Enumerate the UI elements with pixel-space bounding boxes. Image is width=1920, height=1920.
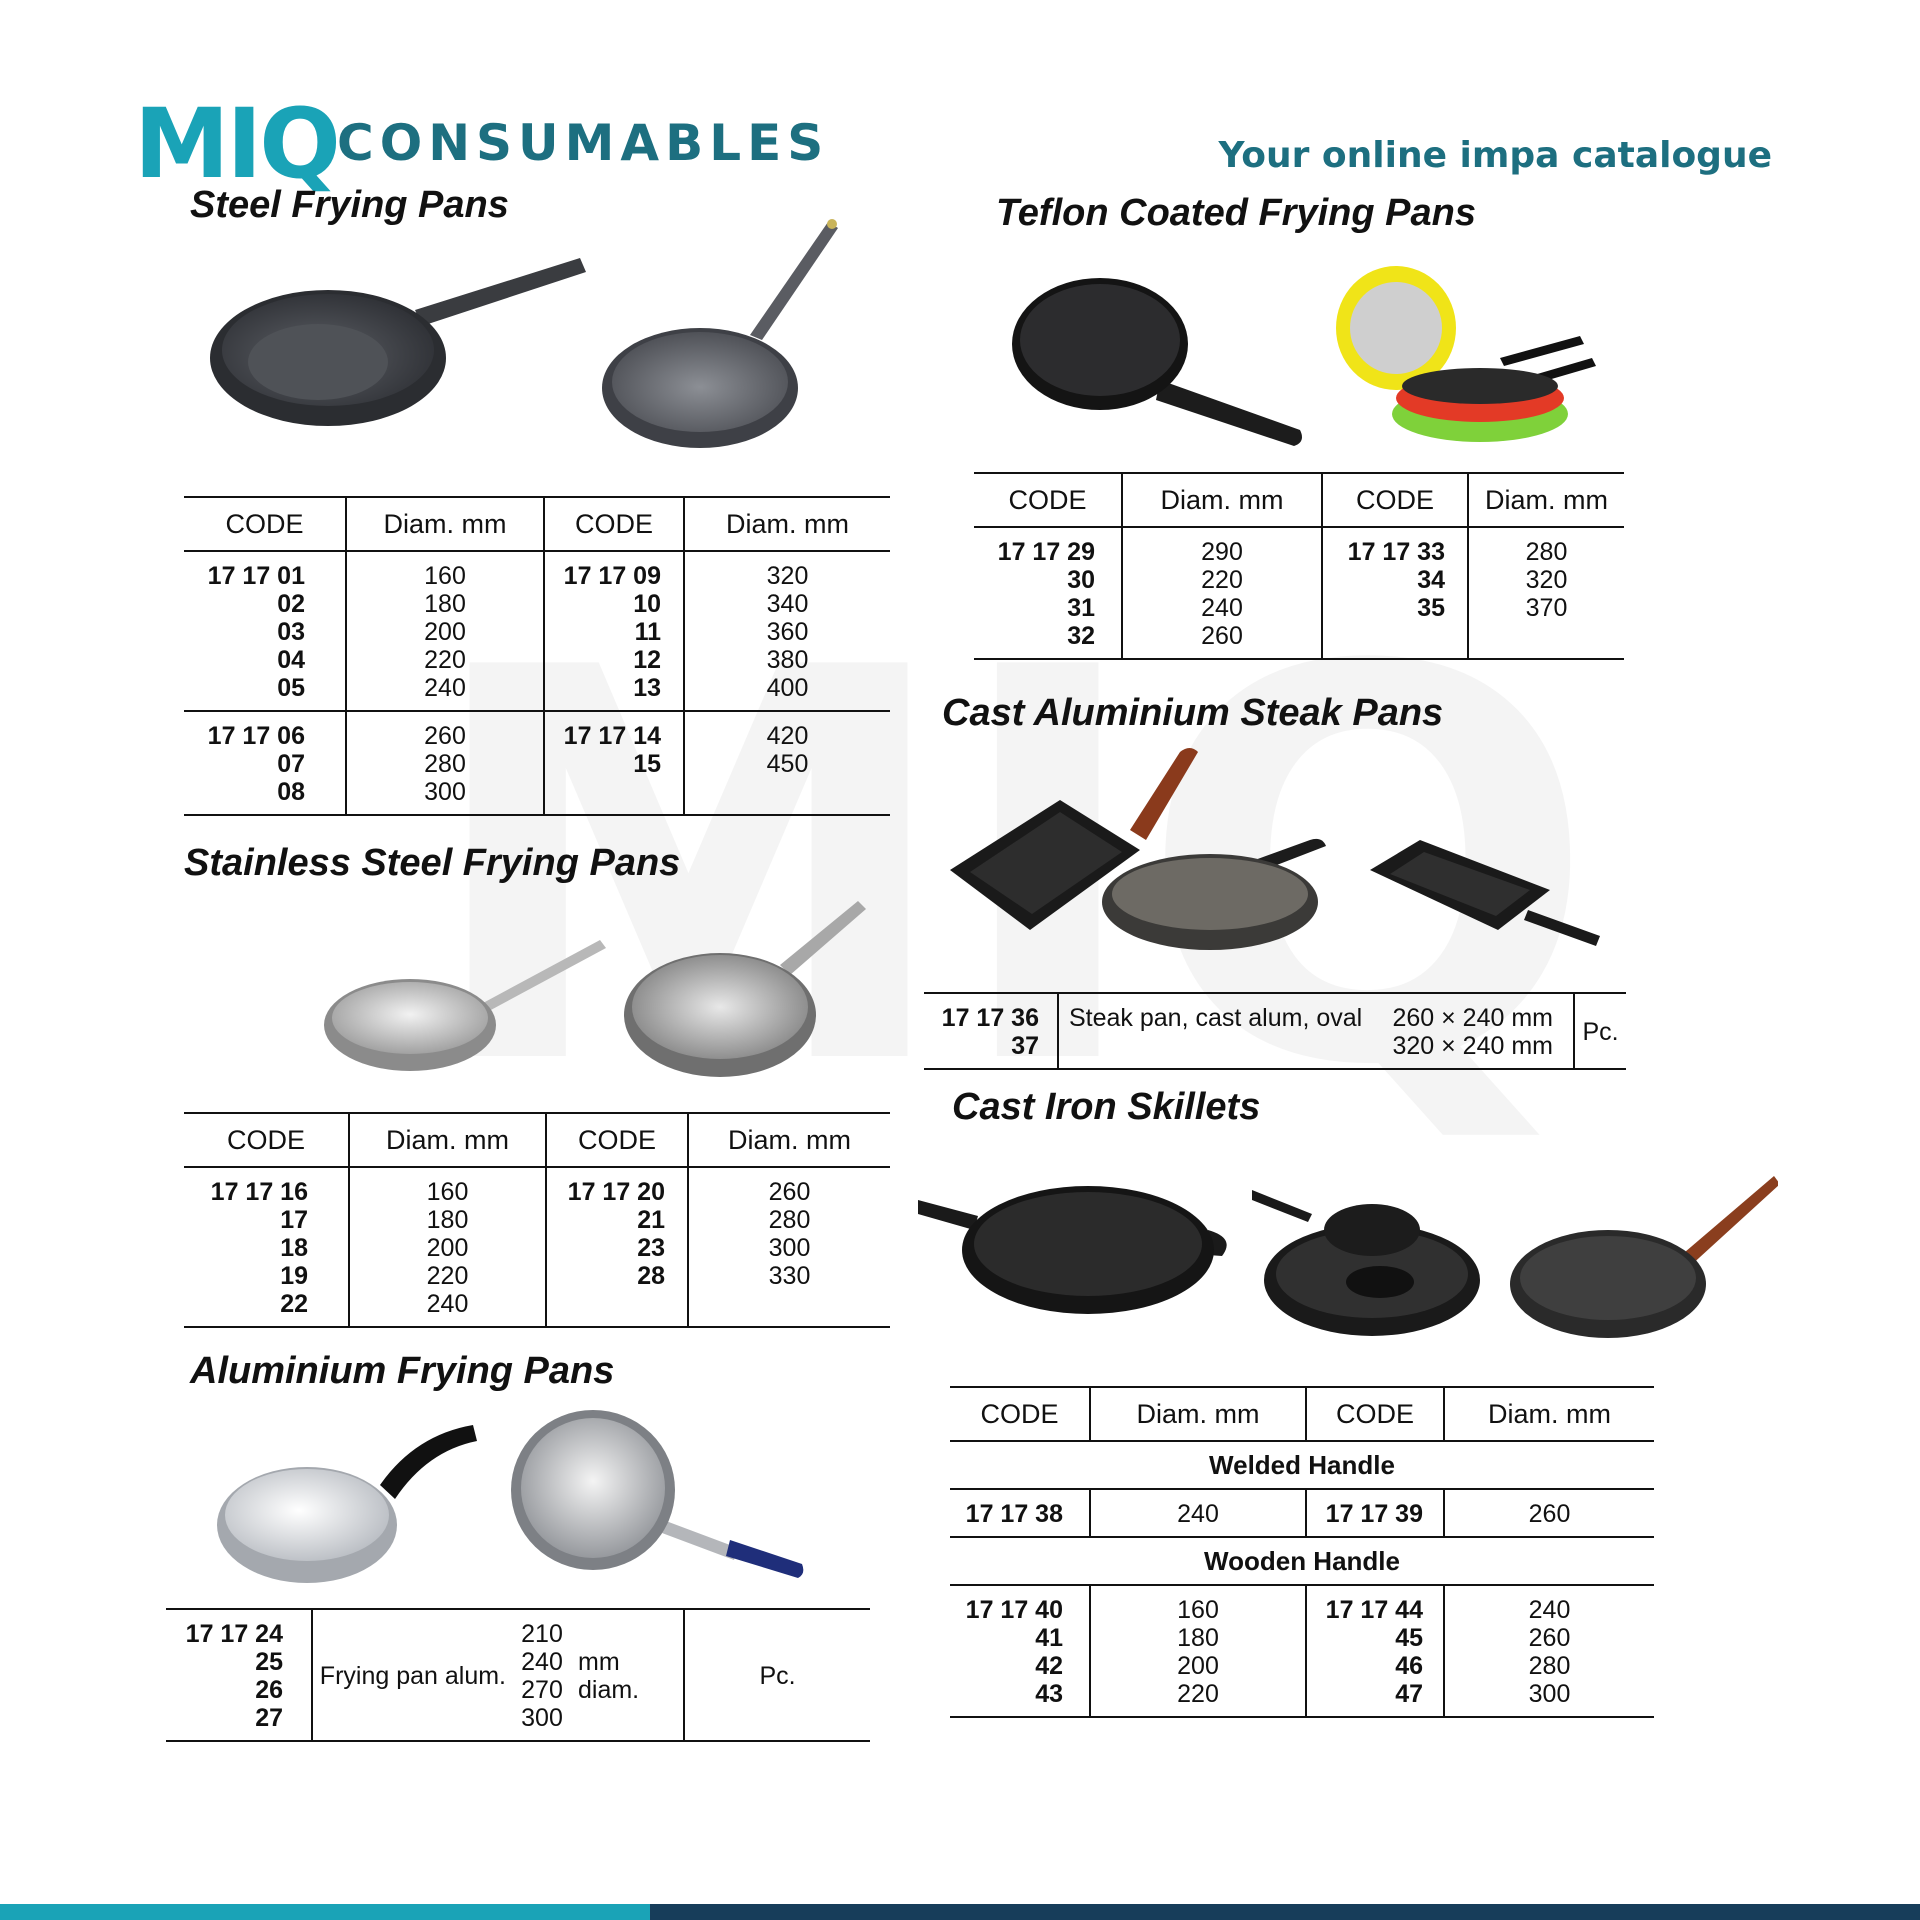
skillet-photo-3 xyxy=(1508,1168,1778,1348)
aluminium-pans-title: Aluminium Frying Pans xyxy=(190,1350,615,1392)
diam-value: 240 xyxy=(424,674,466,702)
diam-cell xyxy=(512,1609,572,1741)
steak-pans-table xyxy=(924,992,1626,1070)
wooden-handle-label: Wooden Handle xyxy=(950,1537,1654,1585)
code-value: 17 17 33 xyxy=(1347,538,1445,566)
code-cell xyxy=(950,1489,1090,1537)
diam-value: 240 xyxy=(426,1290,469,1318)
header-diam: Diam. mm xyxy=(684,497,890,551)
header-diam: Diam. mm xyxy=(346,497,544,551)
diam-value: 300 xyxy=(1528,1680,1571,1708)
diam-value: 380 xyxy=(766,646,809,674)
diam-value: 200 xyxy=(424,618,466,646)
code-value: 04 xyxy=(277,646,305,674)
miq-logo: MIQ xyxy=(134,88,338,200)
code-value: 17 17 09 xyxy=(563,562,661,590)
code-value: 28 xyxy=(637,1262,665,1290)
diam-value: 160 xyxy=(1177,1596,1219,1624)
diam-value: 240 xyxy=(1201,594,1243,622)
diam-value: 360 xyxy=(766,618,809,646)
steak-pans-photo xyxy=(950,740,1610,990)
diam-value: 160 xyxy=(424,562,466,590)
header-diam: Diam. mm xyxy=(1444,1387,1654,1441)
consumables-logo-text: CONSUMABLES xyxy=(337,114,830,172)
code-cell xyxy=(184,551,346,711)
code-value: 23 xyxy=(637,1234,665,1262)
code-value: 07 xyxy=(277,750,305,778)
steel-pan-photo-2 xyxy=(600,210,850,460)
code-cell xyxy=(184,711,346,815)
diam-value: 340 xyxy=(766,590,809,618)
diam-cell xyxy=(1122,527,1322,659)
header-diam: Diam. mm xyxy=(1468,473,1624,527)
code-cell xyxy=(544,711,684,815)
diam-value: 220 xyxy=(1177,1680,1219,1708)
code-value: 13 xyxy=(633,674,661,702)
code-value: 17 17 29 xyxy=(997,538,1095,566)
diam-cell xyxy=(1444,1489,1654,1537)
description-text: Steak pan, cast alum, oval xyxy=(1069,1004,1363,1032)
code-cell xyxy=(950,1585,1090,1717)
diam-value: 370 xyxy=(1525,594,1568,622)
code-value: 08 xyxy=(277,778,305,806)
diam-value: 220 xyxy=(1201,566,1243,594)
code-value: 17 17 39 xyxy=(1325,1500,1423,1528)
diam-value: 300 xyxy=(424,778,466,806)
skillets-title: Cast Iron Skillets xyxy=(952,1086,1261,1128)
diam-cell xyxy=(688,1167,890,1327)
aluminium-pan-photo-2 xyxy=(508,1408,808,1598)
diam-cell xyxy=(346,711,544,815)
diam-value: 400 xyxy=(766,674,809,702)
table-subheader-row xyxy=(950,1537,1654,1585)
code-value: 46 xyxy=(1395,1652,1423,1680)
diam-value: 280 xyxy=(424,750,466,778)
header-code: CODE xyxy=(544,497,684,551)
diam-cell xyxy=(346,551,544,711)
diam-value: 200 xyxy=(426,1234,469,1262)
welded-handle-label: Welded Handle xyxy=(950,1441,1654,1489)
table-row xyxy=(184,711,890,815)
diam-cell xyxy=(684,711,890,815)
code-cell xyxy=(1306,1585,1444,1717)
code-cell xyxy=(166,1609,312,1741)
header-diam: Diam. mm xyxy=(349,1113,546,1167)
diam-value: 290 xyxy=(1201,538,1243,566)
teflon-pans-table xyxy=(974,472,1624,660)
code-cell xyxy=(1306,1489,1444,1537)
teflon-pans-title: Teflon Coated Frying Pans xyxy=(996,192,1476,234)
code-value: 19 xyxy=(280,1262,308,1290)
steel-pans-title: Steel Frying Pans xyxy=(190,184,509,226)
diam-value: 210 xyxy=(521,1620,563,1648)
table-row xyxy=(950,1489,1654,1537)
diam-cell xyxy=(1468,527,1624,659)
table-row xyxy=(950,1585,1654,1717)
code-cell xyxy=(924,993,1058,1069)
code-value: 17 17 06 xyxy=(207,722,305,750)
diam-value: 260 xyxy=(1528,1624,1571,1652)
code-value: 41 xyxy=(1035,1624,1063,1652)
diam-value: 220 xyxy=(426,1262,469,1290)
table-row xyxy=(166,1609,870,1741)
diam-value: 260 xyxy=(768,1178,811,1206)
header-diam: Diam. mm xyxy=(688,1113,890,1167)
diam-value: 450 xyxy=(766,750,809,778)
header-code: CODE xyxy=(950,1387,1090,1441)
unit-text-cell xyxy=(572,1609,684,1741)
code-value: 17 17 20 xyxy=(567,1178,665,1206)
code-value: 17 17 14 xyxy=(563,722,661,750)
code-value: 17 17 36 xyxy=(941,1004,1039,1032)
diam-value: 160 xyxy=(426,1178,469,1206)
unit-value: Pc. xyxy=(759,1662,796,1690)
diam-value: 330 xyxy=(768,1262,811,1290)
diam-value: 240 xyxy=(521,1648,563,1676)
skillet-photo-2 xyxy=(1252,1170,1492,1340)
stainless-pan-photo-1 xyxy=(320,930,610,1080)
header-code: CODE xyxy=(1322,473,1468,527)
footer-bar xyxy=(0,1904,1920,1920)
diam-value: 200 xyxy=(1177,1652,1219,1680)
code-value: 21 xyxy=(637,1206,665,1234)
header-diam: Diam. mm xyxy=(1090,1387,1306,1441)
description-text: Frying pan alum. xyxy=(319,1662,506,1690)
diam-value: 260 xyxy=(1528,1500,1571,1528)
unit-text: mm diam. xyxy=(578,1648,640,1704)
header-code: CODE xyxy=(546,1113,688,1167)
code-value: 26 xyxy=(255,1676,283,1704)
table-row xyxy=(184,1167,890,1327)
diam-value: 280 xyxy=(1528,1652,1571,1680)
code-cell xyxy=(546,1167,688,1327)
code-value: 42 xyxy=(1035,1652,1063,1680)
footer-bar-left xyxy=(0,1904,650,1920)
code-value: 17 xyxy=(280,1206,308,1234)
code-value: 17 17 40 xyxy=(965,1596,1063,1624)
description-cell xyxy=(312,1609,512,1741)
header-code: CODE xyxy=(184,1113,349,1167)
code-value: 32 xyxy=(1067,622,1095,650)
diam-value: 180 xyxy=(1177,1624,1219,1652)
code-value: 11 xyxy=(634,618,661,646)
steel-pans-table xyxy=(184,496,890,816)
code-value: 45 xyxy=(1395,1624,1423,1652)
diam-value: 260 xyxy=(424,722,466,750)
table-header-row xyxy=(950,1387,1654,1441)
diam-cell xyxy=(684,551,890,711)
table-row xyxy=(184,551,890,711)
header-code: CODE xyxy=(974,473,1122,527)
unit-value: Pc. xyxy=(1582,1018,1619,1046)
code-value: 03 xyxy=(277,618,305,646)
steel-pan-photo-1 xyxy=(200,210,600,440)
diam-value: 300 xyxy=(521,1704,563,1732)
diam-value: 320 xyxy=(766,562,809,590)
code-value: 37 xyxy=(1011,1032,1039,1060)
steak-pans-title: Cast Aluminium Steak Pans xyxy=(942,692,1444,734)
code-value: 17 17 16 xyxy=(210,1178,308,1206)
diam-value: 300 xyxy=(768,1234,811,1262)
table-header-row xyxy=(974,473,1624,527)
diam-value: 240 xyxy=(1177,1500,1219,1528)
diam-value: 240 xyxy=(1528,1596,1571,1624)
code-value: 22 xyxy=(280,1290,308,1318)
code-value: 43 xyxy=(1035,1680,1063,1708)
header-diam: Diam. mm xyxy=(1122,473,1322,527)
teflon-pan-photo-1 xyxy=(1010,270,1310,450)
code-value: 17 17 01 xyxy=(207,562,305,590)
footer-bar-right xyxy=(650,1904,1920,1920)
table-subheader-row xyxy=(950,1441,1654,1489)
code-value: 10 xyxy=(633,590,661,618)
code-cell xyxy=(544,551,684,711)
skillets-table xyxy=(950,1386,1654,1718)
stainless-pan-photo-2 xyxy=(620,895,870,1090)
code-value: 31 xyxy=(1067,594,1095,622)
code-value: 17 17 44 xyxy=(1325,1596,1423,1624)
code-value: 05 xyxy=(277,674,305,702)
code-value: 27 xyxy=(255,1704,283,1732)
code-value: 25 xyxy=(255,1648,283,1676)
diam-value: 220 xyxy=(424,646,466,674)
code-cell xyxy=(1322,527,1468,659)
diam-value: 420 xyxy=(766,722,809,750)
diam-cell xyxy=(1444,1585,1654,1717)
size-value: 260 × 240 mm xyxy=(1392,1004,1553,1032)
diam-cell xyxy=(1090,1489,1306,1537)
code-value: 17 17 24 xyxy=(185,1620,283,1648)
tagline: Your online impa catalogue xyxy=(1218,135,1772,176)
diam-cell xyxy=(1090,1585,1306,1717)
diam-value: 180 xyxy=(424,590,466,618)
diam-value: 260 xyxy=(1201,622,1243,650)
code-value: 02 xyxy=(277,590,305,618)
skillet-photo-1 xyxy=(918,1160,1238,1320)
unit-cell xyxy=(684,1609,870,1741)
code-value: 30 xyxy=(1067,566,1095,594)
table-row xyxy=(974,527,1624,659)
code-value: 35 xyxy=(1417,594,1445,622)
diam-value: 280 xyxy=(1525,538,1568,566)
diam-value: 280 xyxy=(768,1206,811,1234)
code-value: 47 xyxy=(1395,1680,1423,1708)
description-cell xyxy=(1058,993,1574,1069)
stainless-pans-table xyxy=(184,1112,890,1328)
diam-value: 270 xyxy=(521,1676,563,1704)
teflon-pan-photo-2 xyxy=(1330,262,1600,447)
code-value: 12 xyxy=(633,646,661,674)
code-value: 18 xyxy=(280,1234,308,1262)
header-code: CODE xyxy=(1306,1387,1444,1441)
header-code: CODE xyxy=(184,497,346,551)
aluminium-pans-table xyxy=(166,1608,870,1742)
diam-value: 320 xyxy=(1525,566,1568,594)
code-cell xyxy=(974,527,1122,659)
unit-cell xyxy=(1574,993,1626,1069)
stainless-pans-title: Stainless Steel Frying Pans xyxy=(184,842,681,884)
size-value: 320 × 240 mm xyxy=(1392,1032,1553,1060)
code-value: 17 17 38 xyxy=(965,1500,1063,1528)
diam-value: 180 xyxy=(426,1206,469,1234)
code-cell xyxy=(184,1167,349,1327)
code-value: 34 xyxy=(1417,566,1445,594)
table-row xyxy=(924,993,1626,1069)
code-value: 15 xyxy=(633,750,661,778)
aluminium-pan-photo-1 xyxy=(215,1415,485,1590)
table-header-row xyxy=(184,1113,890,1167)
diam-cell xyxy=(349,1167,546,1327)
table-header-row xyxy=(184,497,890,551)
